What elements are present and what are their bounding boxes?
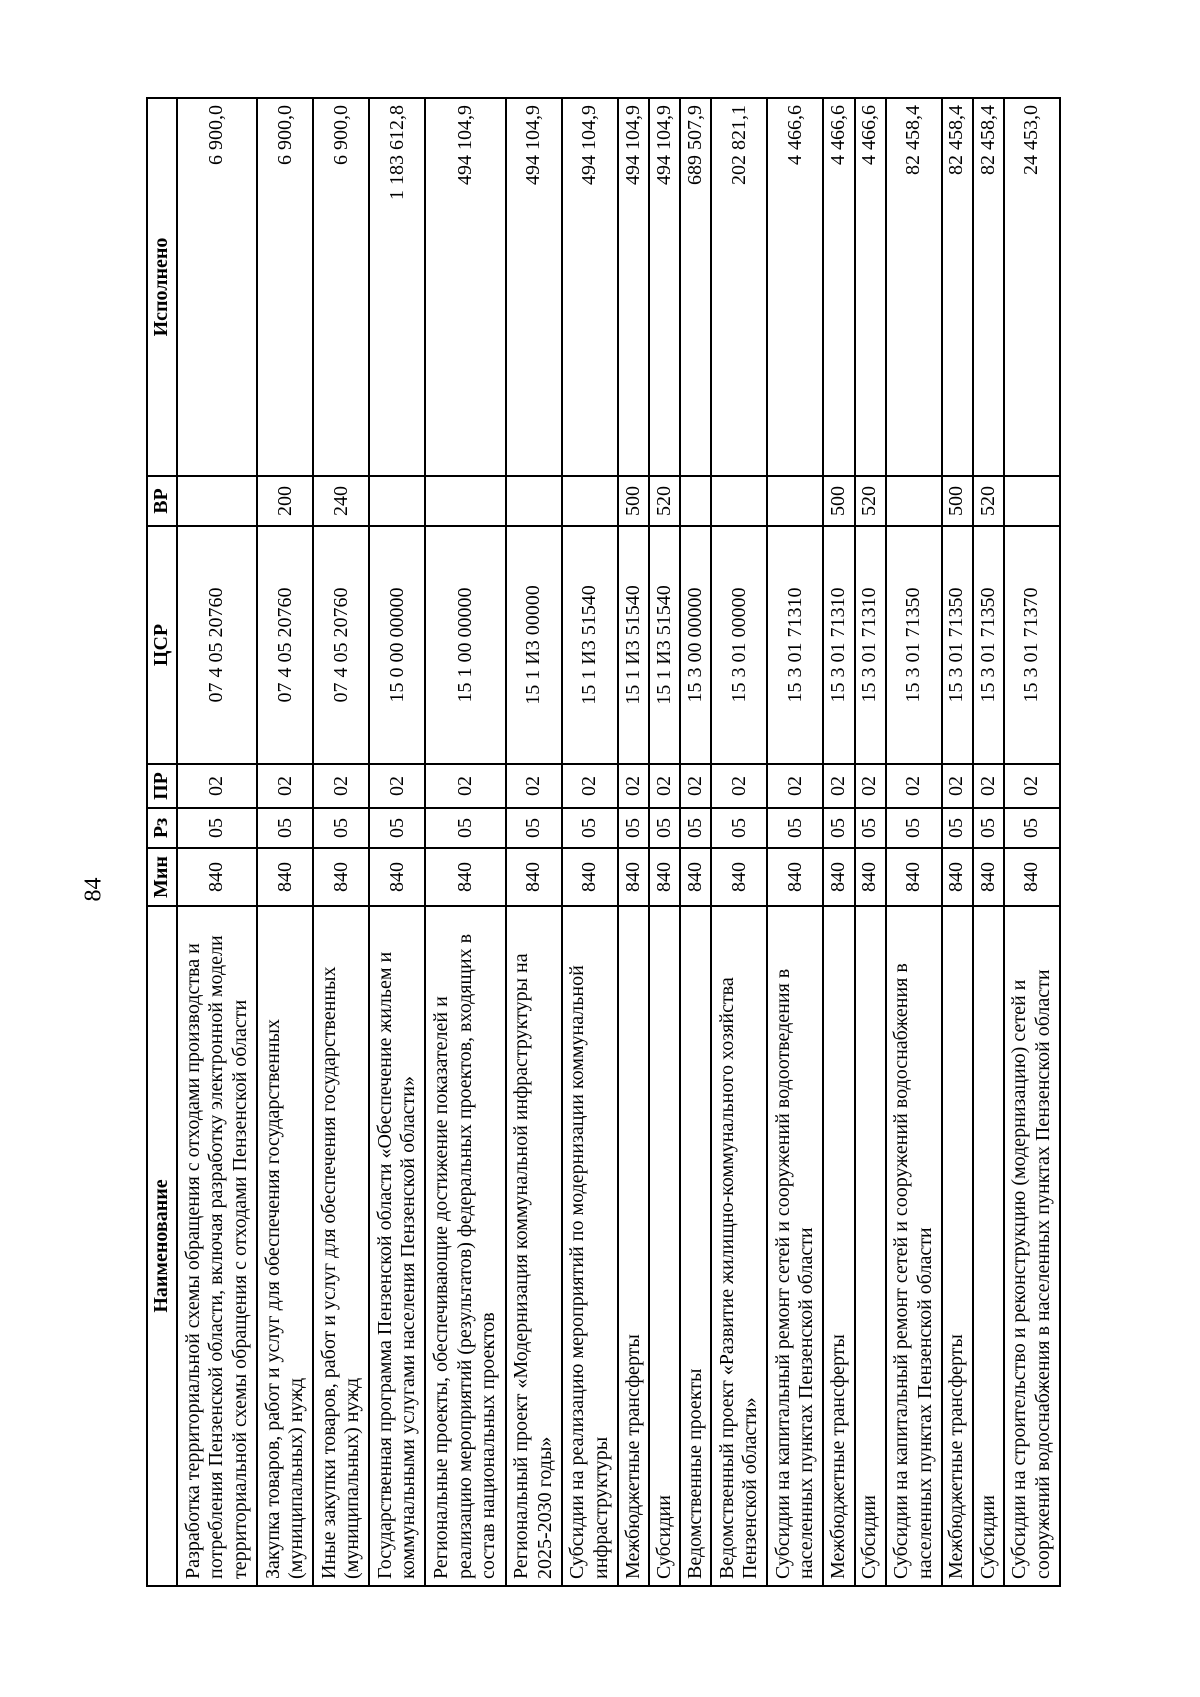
cell-pr: 02	[711, 764, 767, 808]
table-row	[711, 98, 767, 1586]
table-row	[973, 98, 1004, 1586]
cell-rz: 05	[618, 808, 649, 848]
header-rz: Рз	[147, 808, 177, 848]
table-row	[680, 98, 711, 1586]
cell-isp: 82 458,4	[886, 98, 942, 476]
cell-vr	[177, 476, 258, 526]
cell-name: Субсидии на строительство и реконструкцию (модернизацию) сетей и сооружений водоснабжения в населенных пунктах Пензенской области	[1004, 906, 1060, 1586]
cell-vr: 240	[313, 476, 369, 526]
header-min: Мин	[147, 848, 177, 906]
table-header-row	[147, 98, 177, 1586]
cell-min: 840	[313, 848, 369, 906]
header-csr: ЦСР	[147, 526, 177, 764]
cell-csr: 15 3 01 71350	[942, 526, 973, 764]
table-row	[506, 98, 562, 1586]
cell-csr: 15 3 01 71350	[973, 526, 1004, 764]
cell-rz: 05	[855, 808, 886, 848]
cell-min: 840	[680, 848, 711, 906]
header-vr: ВР	[147, 476, 177, 526]
cell-csr: 07 4 05 20760	[257, 526, 313, 764]
cell-pr: 02	[313, 764, 369, 808]
cell-min: 840	[506, 848, 562, 906]
cell-name: Субсидии	[649, 906, 680, 1586]
cell-vr: 520	[649, 476, 680, 526]
cell-rz: 05	[649, 808, 680, 848]
table-row	[767, 98, 823, 1586]
cell-vr	[886, 476, 942, 526]
cell-min: 840	[942, 848, 973, 906]
cell-rz: 05	[973, 808, 1004, 848]
header-name: Наименование	[147, 906, 177, 1586]
cell-rz: 05	[177, 808, 258, 848]
cell-rz: 05	[257, 808, 313, 848]
table-row	[649, 98, 680, 1586]
cell-pr: 02	[649, 764, 680, 808]
cell-name: Разработка территориальной схемы обращения с отходами производства и потребления Пензенской области, включая разработку электронной модели территориальной схемы обращения с отходами Пензенской области	[177, 906, 258, 1586]
cell-vr: 500	[942, 476, 973, 526]
cell-rz: 05	[680, 808, 711, 848]
cell-pr: 02	[942, 764, 973, 808]
cell-isp: 6 900,0	[257, 98, 313, 476]
cell-csr: 15 3 01 00000	[711, 526, 767, 764]
cell-min: 840	[618, 848, 649, 906]
cell-isp: 4 466,6	[823, 98, 854, 476]
cell-pr: 02	[257, 764, 313, 808]
cell-vr	[711, 476, 767, 526]
cell-name: Ведомственные проекты	[680, 906, 711, 1586]
cell-min: 840	[886, 848, 942, 906]
table-row	[257, 98, 313, 1586]
cell-name: Региональные проекты, обеспечивающие достижение показателей и реализацию мероприятий (результатов) федеральных проектов, входящих в состав национальных проектов	[425, 906, 506, 1586]
page-number: 84	[80, 877, 107, 902]
cell-isp: 494 104,9	[506, 98, 562, 476]
cell-rz: 05	[1004, 808, 1060, 848]
table-row	[369, 98, 425, 1586]
cell-vr	[1004, 476, 1060, 526]
cell-min: 840	[823, 848, 854, 906]
cell-vr: 500	[823, 476, 854, 526]
cell-rz: 05	[823, 808, 854, 848]
cell-pr: 02	[506, 764, 562, 808]
cell-pr: 02	[973, 764, 1004, 808]
cell-pr: 02	[680, 764, 711, 808]
table-row	[618, 98, 649, 1586]
table-row	[177, 98, 258, 1586]
cell-csr: 15 3 01 71350	[886, 526, 942, 764]
cell-isp: 4 466,6	[767, 98, 823, 476]
header-isp: Исполнено	[147, 98, 177, 476]
cell-name: Субсидии	[973, 906, 1004, 1586]
cell-name: Субсидии на капитальный ремонт сетей и сооружений водоснабжения в населенных пунктах Пензенской области	[886, 906, 942, 1586]
cell-name: Закупка товаров, работ и услуг для обеспечения государственных (муниципальных) нужд	[257, 906, 313, 1586]
cell-pr: 02	[177, 764, 258, 808]
cell-csr: 15 3 01 71310	[767, 526, 823, 764]
cell-min: 840	[855, 848, 886, 906]
cell-min: 840	[649, 848, 680, 906]
cell-pr: 02	[618, 764, 649, 808]
cell-name: Субсидии на капитальный ремонт сетей и сооружений водоотведения в населенных пунктах Пензенской области	[767, 906, 823, 1586]
table-row	[1004, 98, 1060, 1586]
cell-pr: 02	[425, 764, 506, 808]
cell-vr: 520	[855, 476, 886, 526]
cell-vr	[767, 476, 823, 526]
cell-name: Субсидии	[855, 906, 886, 1586]
table-row	[425, 98, 506, 1586]
cell-vr	[562, 476, 618, 526]
cell-csr: 15 3 01 71310	[855, 526, 886, 764]
cell-min: 840	[767, 848, 823, 906]
cell-csr: 07 4 05 20760	[313, 526, 369, 764]
cell-csr: 15 3 00 00000	[680, 526, 711, 764]
table-row	[313, 98, 369, 1586]
cell-name: Ведомственный проект «Развитие жилищно-коммунального хозяйства Пензенской области»	[711, 906, 767, 1586]
cell-pr: 02	[886, 764, 942, 808]
cell-pr: 02	[855, 764, 886, 808]
cell-name: Межбюджетные трансферты	[823, 906, 854, 1586]
cell-vr: 500	[618, 476, 649, 526]
cell-csr: 15 1 И3 51540	[649, 526, 680, 764]
cell-vr: 520	[973, 476, 1004, 526]
cell-name: Межбюджетные трансферты	[618, 906, 649, 1586]
rotated-table-wrapper	[146, 99, 1061, 1587]
cell-pr: 02	[1004, 764, 1060, 808]
cell-rz: 05	[767, 808, 823, 848]
cell-isp: 202 821,1	[711, 98, 767, 476]
cell-isp: 6 900,0	[313, 98, 369, 476]
cell-pr: 02	[562, 764, 618, 808]
cell-min: 840	[711, 848, 767, 906]
cell-rz: 05	[425, 808, 506, 848]
table-row	[855, 98, 886, 1586]
cell-pr: 02	[767, 764, 823, 808]
cell-csr: 15 3 01 71310	[823, 526, 854, 764]
table-row	[886, 98, 942, 1586]
cell-rz: 05	[562, 808, 618, 848]
table-row	[562, 98, 618, 1586]
cell-csr: 15 1 И3 51540	[618, 526, 649, 764]
header-pr: ПР	[147, 764, 177, 808]
cell-name: Субсидии на реализацию мероприятий по модернизации коммунальной инфраструктуры	[562, 906, 618, 1586]
cell-min: 840	[257, 848, 313, 906]
cell-rz: 05	[369, 808, 425, 848]
cell-min: 840	[425, 848, 506, 906]
cell-name: Иные закупки товаров, работ и услуг для обеспечения государственных (муниципальных) нужд	[313, 906, 369, 1586]
cell-csr: 15 1 00 00000	[425, 526, 506, 764]
cell-name: Региональный проект «Модернизация коммунальной инфраструктуры на 2025-2030 годы»	[506, 906, 562, 1586]
cell-isp: 689 507,9	[680, 98, 711, 476]
cell-min: 840	[973, 848, 1004, 906]
cell-isp: 1 183 612,8	[369, 98, 425, 476]
cell-min: 840	[369, 848, 425, 906]
cell-isp: 4 466,6	[855, 98, 886, 476]
cell-min: 840	[1004, 848, 1060, 906]
cell-min: 840	[562, 848, 618, 906]
cell-vr	[369, 476, 425, 526]
budget-table	[146, 97, 1061, 1587]
cell-vr	[506, 476, 562, 526]
cell-vr	[425, 476, 506, 526]
cell-rz: 05	[942, 808, 973, 848]
cell-vr: 200	[257, 476, 313, 526]
cell-isp: 494 104,9	[425, 98, 506, 476]
cell-name: Межбюджетные трансферты	[942, 906, 973, 1586]
cell-csr: 15 1 И3 51540	[562, 526, 618, 764]
cell-rz: 05	[506, 808, 562, 848]
cell-isp: 494 104,9	[562, 98, 618, 476]
cell-csr: 15 0 00 00000	[369, 526, 425, 764]
cell-csr: 15 3 01 71370	[1004, 526, 1060, 764]
cell-isp: 494 104,9	[649, 98, 680, 476]
cell-csr: 07 4 05 20760	[177, 526, 258, 764]
table-row	[823, 98, 854, 1586]
cell-pr: 02	[823, 764, 854, 808]
cell-pr: 02	[369, 764, 425, 808]
cell-rz: 05	[313, 808, 369, 848]
cell-isp: 82 458,4	[942, 98, 973, 476]
cell-isp: 494 104,9	[618, 98, 649, 476]
cell-isp: 82 458,4	[973, 98, 1004, 476]
cell-name: Государственная программа Пензенской области «Обеспечение жильем и коммунальными услугами населения Пензенской области»	[369, 906, 425, 1586]
cell-rz: 05	[886, 808, 942, 848]
cell-isp: 24 453,0	[1004, 98, 1060, 476]
cell-vr	[680, 476, 711, 526]
cell-min: 840	[177, 848, 258, 906]
cell-rz: 05	[711, 808, 767, 848]
table-row	[942, 98, 973, 1586]
cell-csr: 15 1 И3 00000	[506, 526, 562, 764]
cell-isp: 6 900,0	[177, 98, 258, 476]
